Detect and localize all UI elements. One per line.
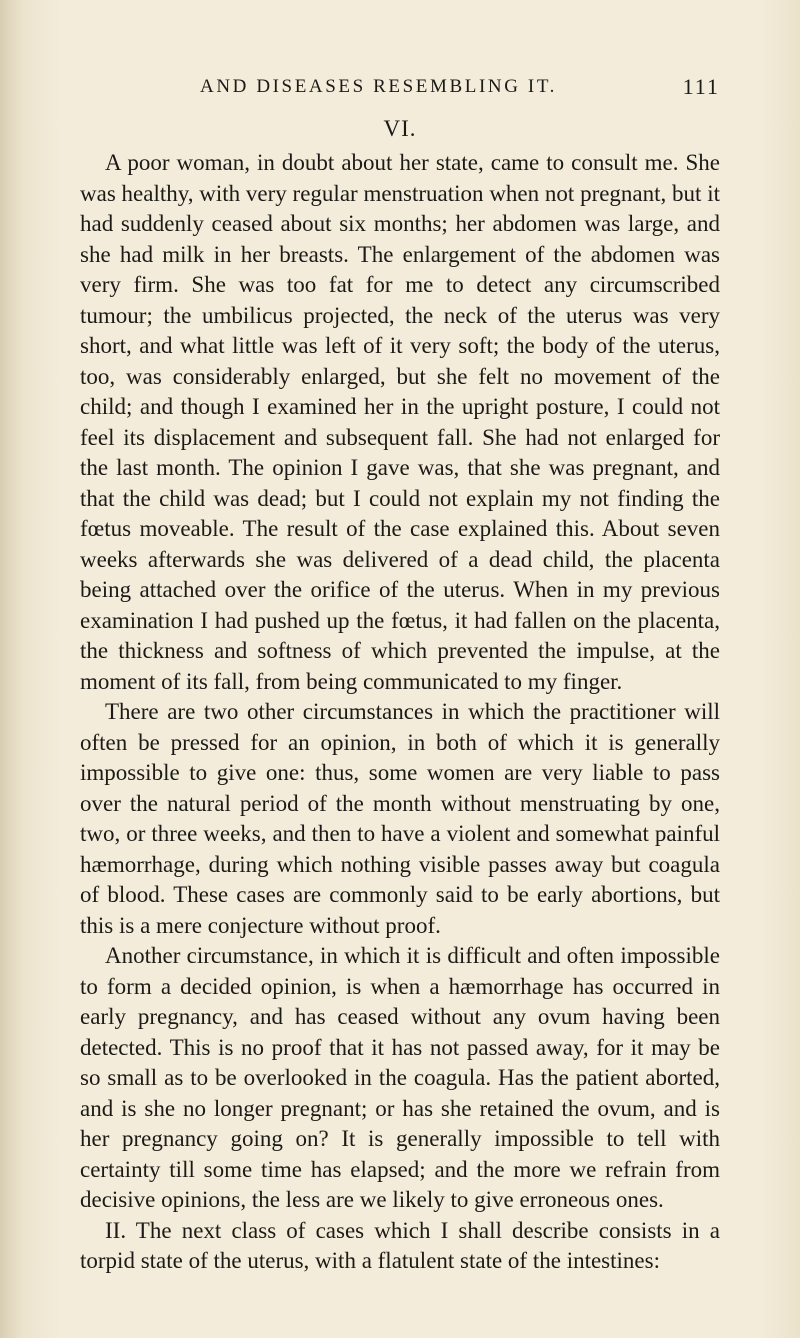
running-head [200, 76, 720, 104]
page-number: 111 [682, 74, 720, 99]
paragraph-case-vi: A poor woman, in doubt about her state, came to consult me. She was healthy, with very regular menstruation when not pregnant, but it had suddenly ceased about six months; her abdomen was large, and she had milk in her breasts. The enlargement of the abdomen was very firm. She was too fat for me to detect any circumscribed tumour; the umbilicus projected, the neck of the uterus was very short, and what little was left of it very soft; the body of the uterus, too, was considerably enlarged, but she felt no movement of the child; and though I examined her in the upright posture, I could not feel its displacement and subsequent fall. She had not enlarged for the last month. The opinion I gave was, that she was pregnant, and that the child was dead; but I could not explain my not finding the fœtus moveable. The result of the case explained this. About seven weeks afterwards she was delivered of a dead child, the placenta being attached over the orifice of the uterus. When in my previous examination I had pushed up the fœtus, it had fallen on the placenta, the thickness and softness of which prevented the impulse, at the moment of its fall, from being communicated to my finger. [80, 150, 720, 694]
body-text [80, 148, 720, 1277]
running-title: AND DISEASES RESEMBLING IT. [200, 76, 557, 97]
paragraph-class-ii: II. The next class of cases which I shall describe consists in a torpid state of the uterus, with a flatulent state of the intestines: [80, 1217, 720, 1273]
paragraph-another-circumstance: Another circumstance, in which it is difficult and often impossible to form a decided opinion, is when a hæmorrhage has occurred in early pregnancy, and has ceased without any ovum having been detected. This is no proof that it has not passed away, for it may be so small as to be overlooked in the coagula. Has the patient aborted, and is she no longer pregnant; or has she retained the ovum, and is her pregnancy going on? It is generally impossible to tell with certainty till some time has elapsed; and the more we refrain from decisive opinions, the less are we likely to give erroneous ones. [80, 943, 720, 1212]
paragraph-other-circumstances: There are two other circumstances in which the practitioner will often be pressed for an opinion, in both of which it is generally impossible to give one: thus, some women are very liable to pass over the natural period of the month without menstruating by one, two, or three weeks, and then to have a violent and somewhat painful hæmorrhage, during which nothing visible passes away but coagula of blood. These cases are commonly said to be early abortions, but this is a mere conjecture without proof. [80, 699, 720, 938]
section-heading: VI. [383, 116, 417, 141]
